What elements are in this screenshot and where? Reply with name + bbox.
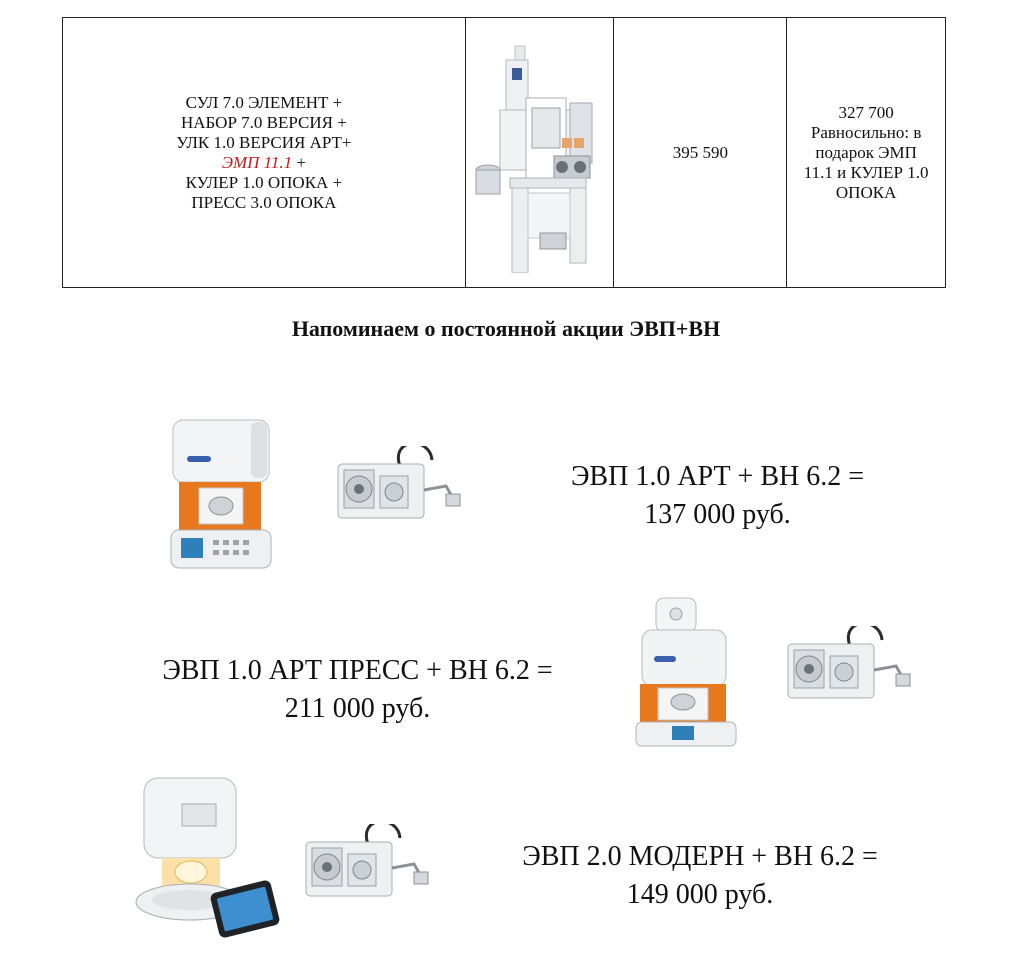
press-furnace-image: [632, 596, 742, 751]
price-cell: 395 590: [614, 18, 787, 288]
product-image-cell: [465, 18, 614, 288]
bundle-line: УЛК 1.0 ВЕРСИЯ АРТ+: [176, 132, 352, 152]
table-row: [63, 18, 946, 288]
offer-3-text: [480, 838, 920, 914]
bundle-line: СУЛ 7.0 ЭЛЕМЕНТ +: [185, 92, 343, 112]
bundle-line: НАБОР 7.0 ВЕРСИЯ +: [180, 112, 347, 132]
vacuum-pump-image: [298, 824, 433, 909]
vacuum-pump-image: [330, 446, 465, 531]
offer-1-text: [520, 458, 915, 534]
promo-note-line: ОПОКА: [835, 182, 897, 202]
promo-note-line: Равносильно: в: [810, 122, 922, 142]
furnace-evp-art-image: [165, 418, 277, 573]
vacuum-pump-image: [780, 626, 915, 711]
bundle-line-highlighted: [69, 153, 459, 173]
promo-note-line: подарок ЭМП: [815, 142, 917, 162]
offer-price: 137 000 руб.: [644, 499, 791, 530]
offer-price: 149 000 руб.: [626, 879, 774, 910]
promo-note-line: 11.1 и КУЛЕР 1.0: [803, 162, 929, 182]
offer-title: ЭВП 1.0 АРТ ПРЕСС + ВН 6.2 =: [162, 655, 553, 686]
furnace-evp-modern-image: [132, 774, 282, 939]
highlight-tail: +: [292, 152, 306, 172]
equipment-offer-table: [62, 17, 946, 288]
product-bundle-name-cell: [63, 18, 466, 288]
offer-title: ЭВП 2.0 МОДЕРН + ВН 6.2 =: [522, 841, 878, 872]
promo-price-cell: [787, 18, 946, 288]
offer-title: ЭВП 1.0 АРТ + ВН 6.2 =: [570, 461, 865, 492]
promo-price: 327 700: [838, 102, 894, 122]
bundle-line: ПРЕСС 3.0 ОПОКА: [191, 192, 337, 212]
offer-2-text: [120, 652, 595, 728]
promo-heading: Напоминаем о постоянной акции ЭВП+ВН: [291, 316, 721, 341]
bundle-line: КУЛЕР 1.0 ОПОКА +: [185, 172, 343, 192]
highlighted-item: ЭМП 11.1: [221, 152, 293, 172]
casting-station-image: [470, 28, 610, 273]
offer-price: 211 000 руб.: [284, 693, 431, 724]
